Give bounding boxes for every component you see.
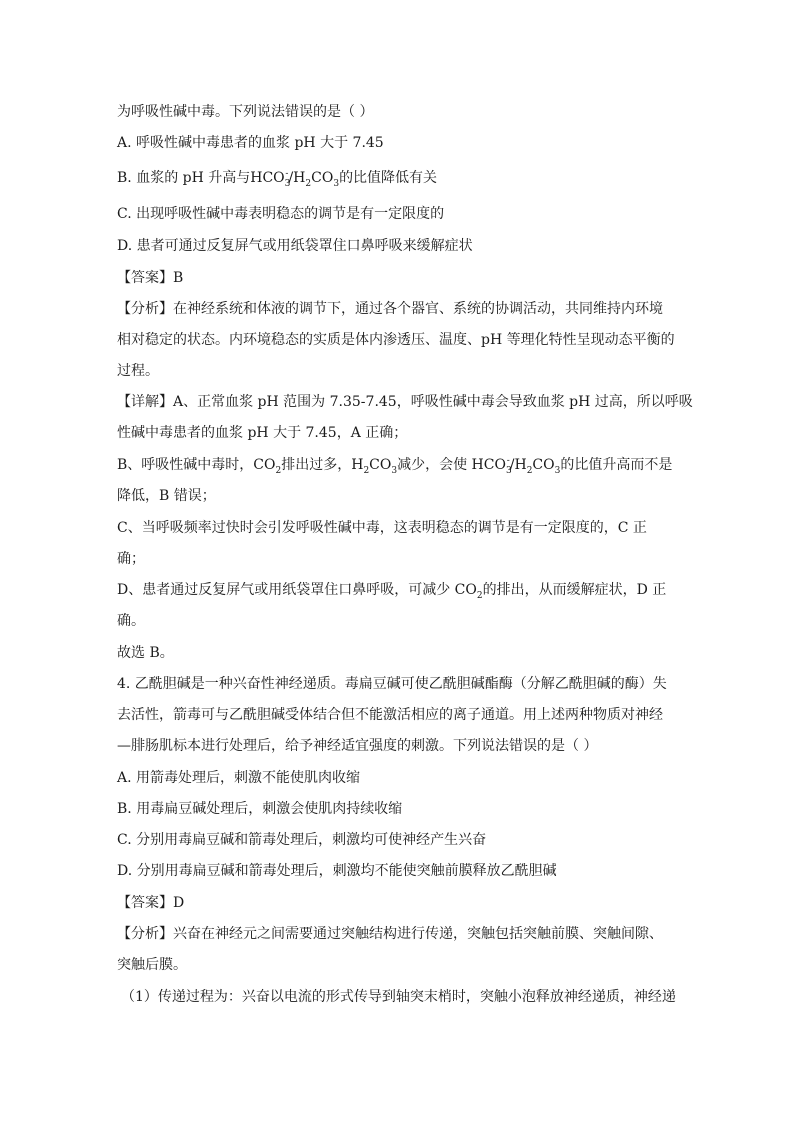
q3-detail-line2: 性碱中毒患者的血浆 pH 大于 7.45，A 正确； [117, 425, 408, 441]
q4-stem-line1: 4. 乙酰胆碱是一种兴奋性神经递质。毒扁豆碱可使乙酰胆碱酯酶（分解乙酰胆碱的酶）失 [117, 676, 667, 692]
q4-option-d: D. 分别用毒扁豆碱和箭毒处理后，刺激均不能使突触前膜释放乙酰胆碱 [117, 863, 557, 879]
q3-detail-line6: 确； [117, 551, 145, 567]
q3-detail-line5: C、当呼吸频率过快时会引发呼吸性碱中毒，这表明稳态的调节是有一定限度的，C 正 [117, 520, 647, 536]
q3-detail-line7: D、患者通过反复屏气或用纸袋罩住口鼻呼吸，可减少 $CO_2$的排出，从而缓解症状，D 正 [117, 582, 667, 601]
q3-conclusion: 故选 B。 [117, 645, 174, 661]
q3-analysis-line3: 过程。 [117, 363, 159, 379]
q3-analysis-line2: 相对稳定的状态。内环境稳态的实质是体内渗透压、温度、pH 等理化特性呈现动态平衡的 [117, 332, 675, 348]
q4-option-a: A. 用箭毒处理后，刺激不能使肌肉收缩 [117, 770, 361, 786]
q3-detail-line3: B、呼吸性碱中毒时，$CO_2$排出过多，$H_2CO_3$减少，会使 $HCO_3^-/H_2CO_3$的比值升高而不是 [117, 456, 673, 476]
q3-analysis-line1: 【分析】在神经系统和体液的调节下，通过各个器官、系统的协调活动，共同维持内环境 [117, 301, 663, 317]
q4-analysis-line3: （1）传递过程为：兴奋以电流的形式传导到轴突末梢时，突触小泡释放神经递质，神经递 [121, 989, 676, 1005]
q4-stem-line2: 去活性，箭毒可与乙酰胆碱受体结合但不能激活相应的离子通道。用上述两种物质对神经 [117, 707, 663, 723]
q4-answer: 【答案】D [117, 895, 185, 911]
q4-option-b: B. 用毒扁豆碱处理后，刺激会使肌肉持续收缩 [117, 801, 403, 817]
q3-answer: 【答案】B [117, 270, 184, 286]
q3-option-c: C. 出现呼吸性碱中毒表明稳态的调节是有一定限度的 [117, 206, 445, 222]
q4-analysis-line1: 【分析】兴奋在神经元之间需要通过突触结构进行传递，突触包括突触前膜、突触间隙、 [117, 926, 663, 942]
q4-stem-line3: —腓肠肌标本进行处理后，给予神经适宜强度的刺激。下列说法错误的是（ ） [117, 738, 598, 754]
q3-detail-line4: 降低，B 错误； [117, 488, 216, 504]
q3-stem-tail: 为呼吸性碱中毒。下列说法错误的是（ ） [117, 104, 374, 120]
q3-option-a: A. 呼吸性碱中毒患者的血浆 pH 大于 7.45 [117, 135, 384, 151]
q3-detail-line1: 【详解】A、正常血浆 pH 范围为 7.35-7.45，呼吸性碱中毒会导致血浆 pH 过高，所以呼吸 [117, 394, 693, 410]
q3-option-d: D. 患者可通过反复屏气或用纸袋罩住口鼻呼吸来缓解症状 [117, 238, 473, 254]
q4-analysis-line2: 突触后膜。 [117, 957, 187, 973]
q4-option-c: C. 分别用毒扁豆碱和箭毒处理后，刺激均可使神经产生兴奋 [117, 832, 487, 848]
q3-option-b: B. 血浆的 pH 升高与$HCO_3^-/H_2CO_3$的比值降低有关 [117, 169, 438, 189]
q3-detail-line8: 确。 [117, 613, 145, 629]
